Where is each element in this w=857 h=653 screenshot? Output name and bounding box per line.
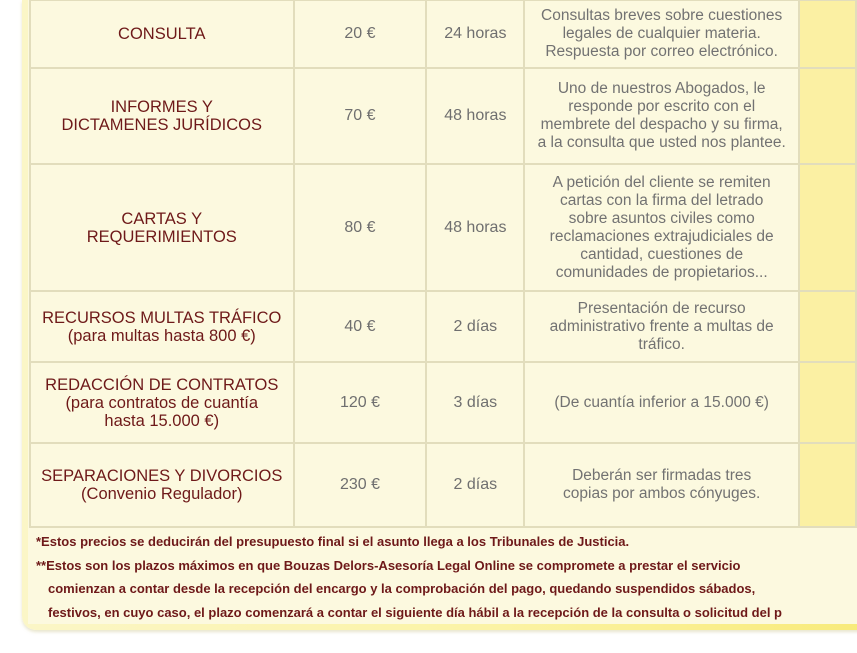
service-description xyxy=(524,164,799,291)
service-row xyxy=(30,362,856,443)
service-description xyxy=(524,291,799,362)
service-name-line: INFORMES Y xyxy=(110,98,213,116)
service-name xyxy=(30,362,294,443)
extra-column-cell xyxy=(799,443,856,527)
service-description-line: reclamaciones extrajudiciales de xyxy=(549,227,774,245)
service-time: 48 horas xyxy=(426,164,524,291)
service-name-line: RECURSOS MULTAS TRÁFICO xyxy=(42,308,282,327)
service-description-line: administrativo frente a multas de xyxy=(549,317,774,335)
service-description xyxy=(524,362,799,443)
service-name xyxy=(30,443,294,527)
footnote-deadlines-line1: **Estos son los plazos máximos en que Bouzas Delors-Asesoría Legal Online se compromete a prestar el servicio xyxy=(36,557,741,573)
service-description-line: Respuesta por correo electrónico. xyxy=(545,43,778,60)
service-description-line: legales de cualquier materia. xyxy=(562,25,761,42)
extra-column-cell xyxy=(799,164,856,291)
service-description-line: (De cuantía inferior a 15.000 €) xyxy=(554,393,769,411)
footnotes xyxy=(36,530,857,624)
service-description-line: Consultas breves sobre cuestiones xyxy=(541,7,783,24)
service-description-line: sobre asuntos civiles como xyxy=(568,209,755,227)
service-name xyxy=(30,164,294,291)
service-time: 3 días xyxy=(426,362,524,443)
service-description-line: Uno de nuestros Abogados, le xyxy=(557,80,766,97)
service-time: 2 días xyxy=(426,291,524,362)
service-description-line: comunidades de propietarios... xyxy=(555,263,768,281)
service-description-line: A petición del cliente se remiten xyxy=(552,173,771,191)
service-price: 80 € xyxy=(294,164,427,291)
service-price: 120 € xyxy=(294,362,427,443)
service-name-line: (para contratos de cuantía xyxy=(65,393,259,412)
service-name-line: SEPARACIONES Y DIVORCIOS xyxy=(41,467,283,485)
service-time: 24 horas xyxy=(426,0,524,68)
service-description-line: membrete del despacho y su firma, xyxy=(540,116,783,133)
service-price: 40 € xyxy=(294,291,427,362)
service-description-line: Presentación de recurso xyxy=(577,299,746,317)
service-name-line: (Convenio Regulador) xyxy=(81,485,243,503)
service-description-line: a la consulta que usted nos plantee. xyxy=(537,134,786,151)
service-time: 48 horas xyxy=(426,68,524,164)
extra-column-cell xyxy=(799,362,856,443)
service-row xyxy=(30,68,856,164)
service-description-line: Deberán ser firmadas tres xyxy=(572,467,752,484)
service-name xyxy=(30,291,294,362)
footnote-prices: *Estos precios se deducirán del presupuesto final si el asunto llega a los Tribunales de Justicia. xyxy=(36,534,630,549)
service-description-line: cantidad, cuestiones de xyxy=(580,245,744,263)
extra-column-cell xyxy=(799,68,856,164)
service-price: 20 € xyxy=(294,0,427,68)
service-description-line: responde por escrito con el xyxy=(568,98,756,115)
service-name xyxy=(30,0,294,68)
service-description-line: tráfico. xyxy=(638,335,685,353)
footnote-deadlines-line3: festivos, en cuyo caso, el plazo comenzará a contar el siguiente día hábil a la recepción de la consulta o solicitud del p xyxy=(48,604,782,620)
service-name-line: DICTAMENES JURÍDICOS xyxy=(61,116,262,134)
service-description-line: copias por ambos cónyuges. xyxy=(563,485,761,502)
service-row xyxy=(30,291,856,362)
service-row xyxy=(30,443,856,527)
service-row xyxy=(30,164,856,291)
service-name-line: REDACCIÓN DE CONTRATOS xyxy=(45,375,279,394)
service-name-line: CONSULTA xyxy=(118,25,206,43)
service-name-line: (para multas hasta 800 €) xyxy=(67,326,256,345)
service-time: 2 días xyxy=(426,443,524,527)
service-description xyxy=(524,0,799,68)
service-name xyxy=(30,68,294,164)
service-name-line: hasta 15.000 €) xyxy=(104,411,220,430)
service-description xyxy=(524,68,799,164)
service-price: 230 € xyxy=(294,443,427,527)
service-row xyxy=(30,0,856,68)
service-price: 70 € xyxy=(294,68,427,164)
service-name-line: CARTAS Y xyxy=(121,209,203,228)
extra-column-cell xyxy=(799,291,856,362)
footnote-deadlines-line2: comienzan a contar desde la recepción del encargo y la comprobación del pago, quedando suspendidos sábados, xyxy=(48,581,756,596)
extra-column-cell xyxy=(799,0,856,68)
service-name-line: REQUERIMIENTOS xyxy=(86,227,237,246)
service-description-line: cartas con la firma del letrado xyxy=(560,191,764,209)
price-table xyxy=(29,0,857,528)
service-description xyxy=(524,443,799,527)
